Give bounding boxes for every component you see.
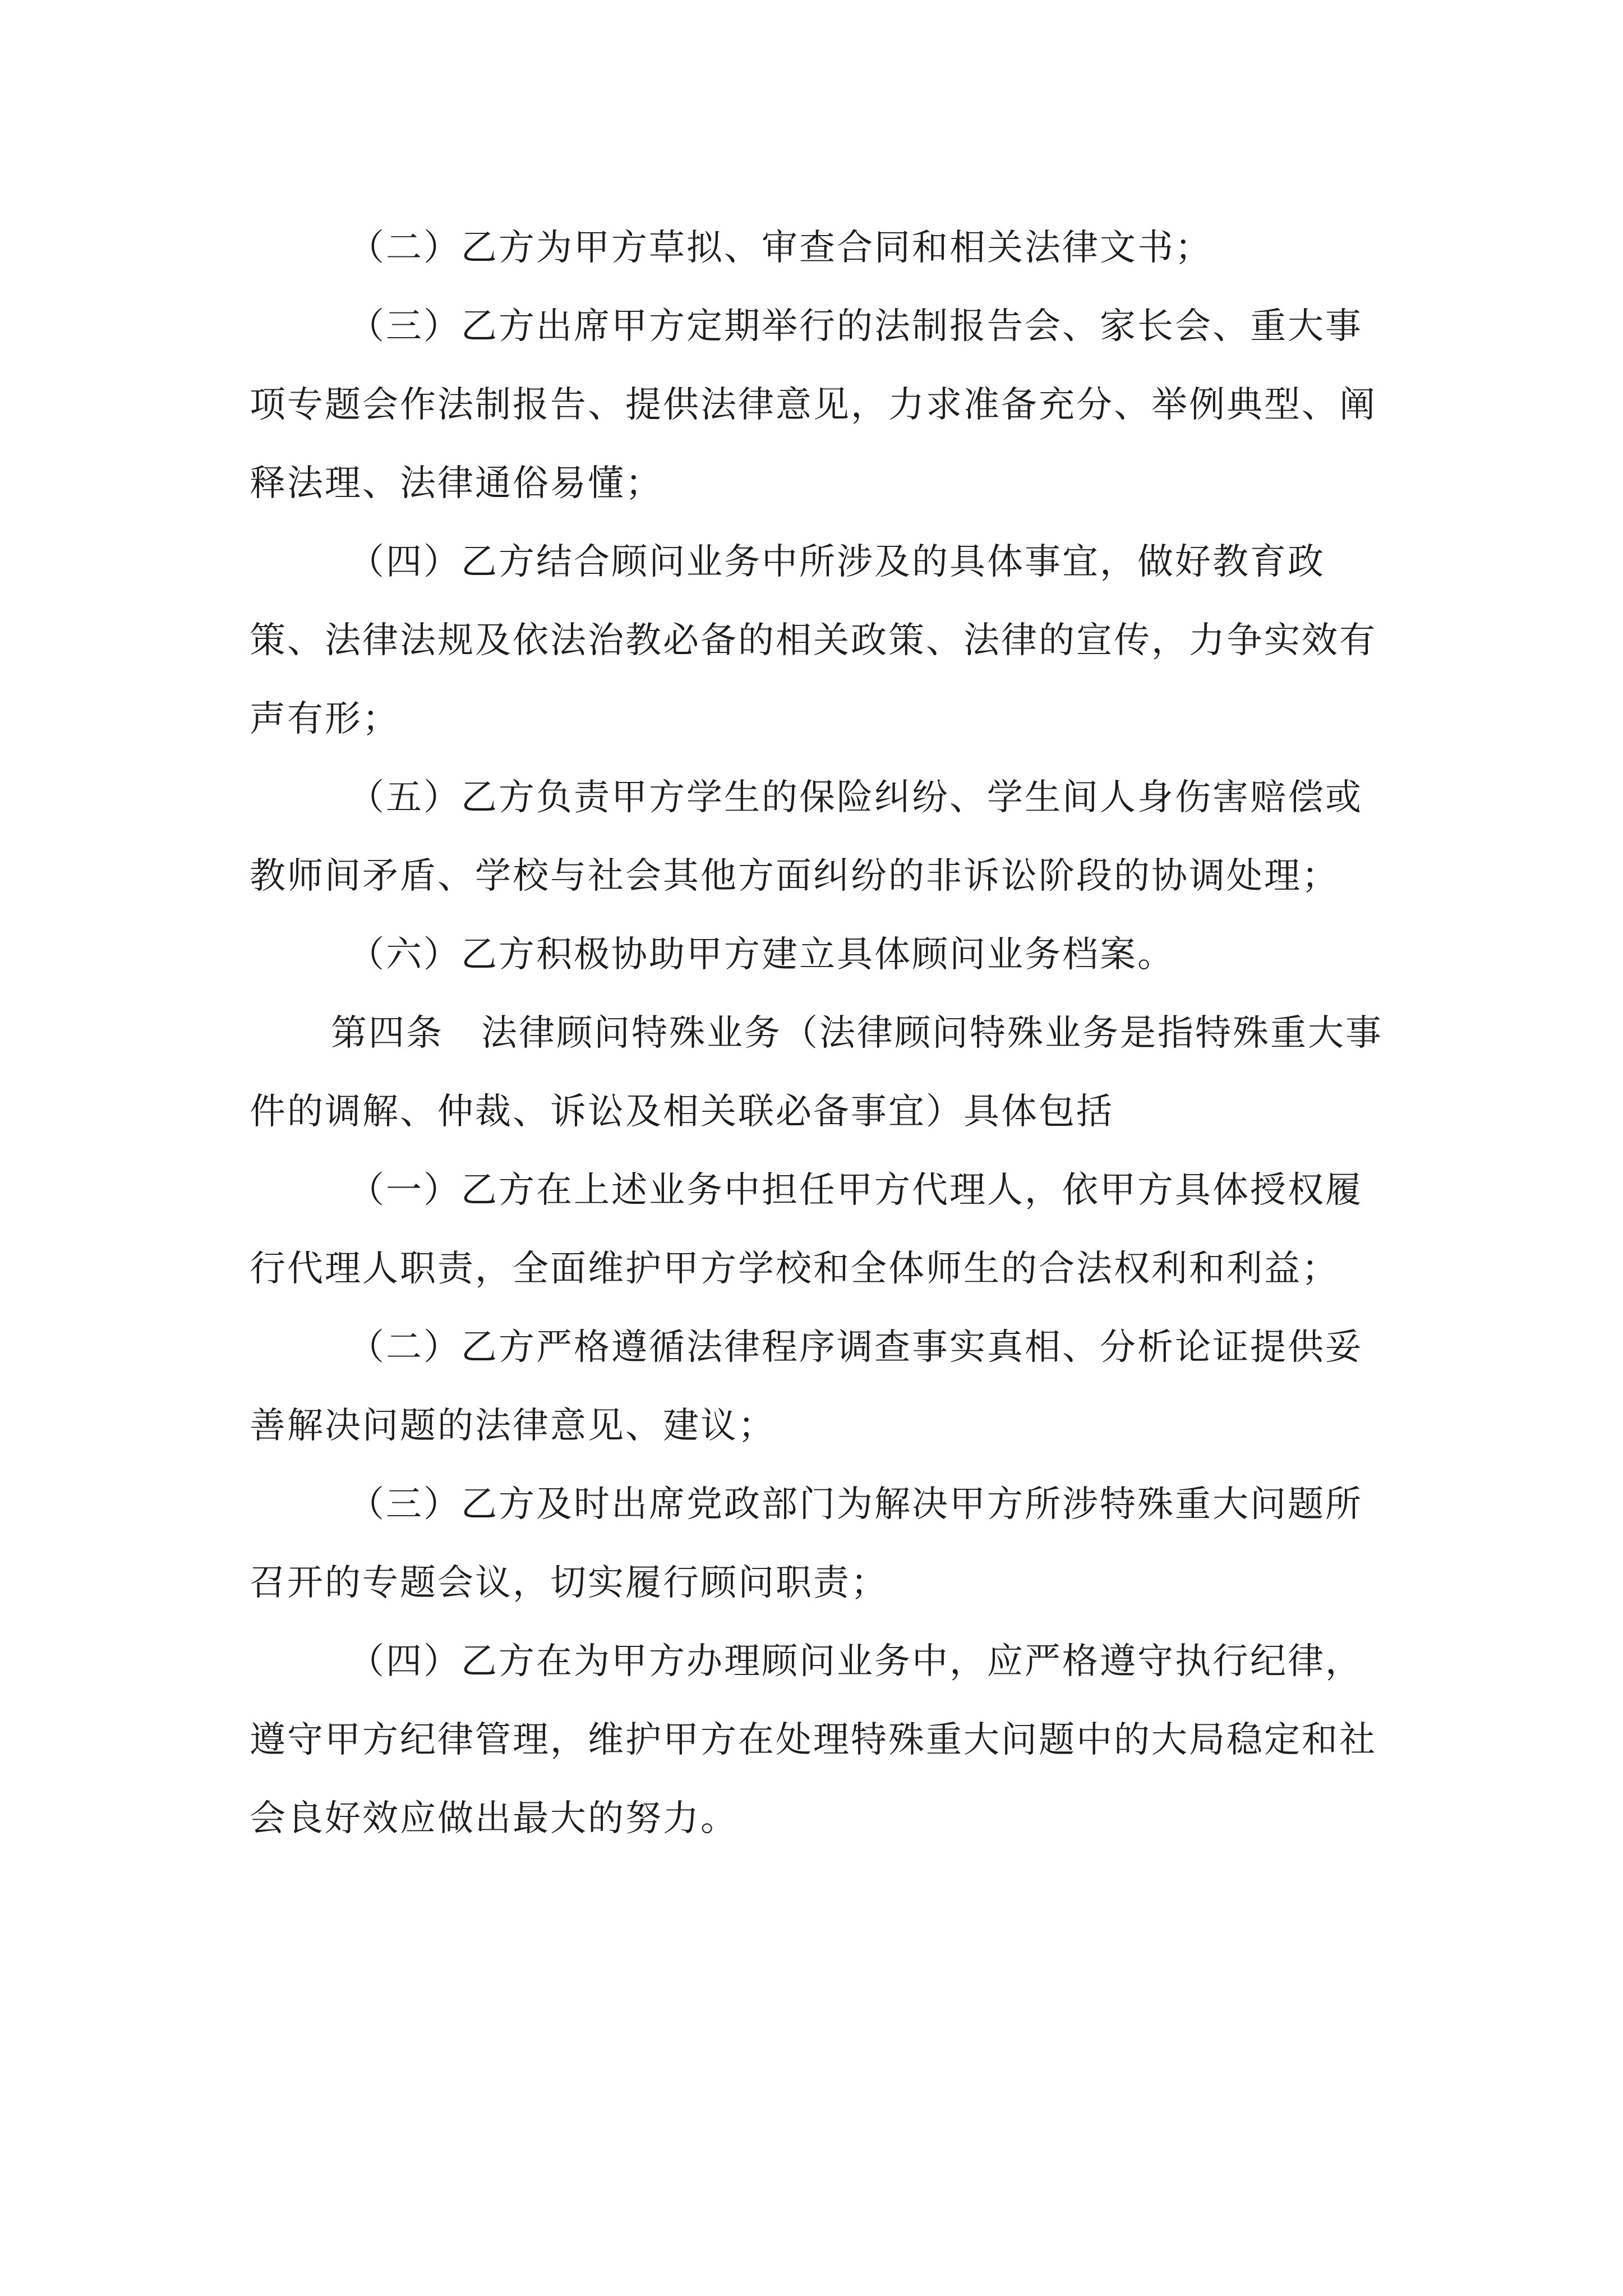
paragraph-item-6: （六）乙方积极协助甲方建立具体顾问业务档案。	[348, 934, 1175, 976]
paragraph-item-4: （四）乙方结合顾问业务中所涉及的具体事宜，做好教育政策、法律法规及依法治教必备的相关政策、法律的宣传，力争实效有声有形；	[250, 541, 1377, 740]
paragraph-item-2: （二）乙方为甲方草拟、审查合同和相关法律文书；	[348, 227, 1212, 269]
article-four-heading: 第四条 法律顾问特殊业务（法律顾问特殊业务是指特殊重大事件的调解、仲裁、诉讼及相关联必备事宜）具体包括	[250, 1013, 1383, 1133]
paragraph-item-3: （三）乙方出席甲方定期举行的法制报告会、家长会、重大事项专题会作法制报告、提供法律意见，力求准备充分、举例典型、阐释法理、法律通俗易懂；	[250, 306, 1377, 504]
special-item-4: （四）乙方在为甲方办理顾问业务中，应严格遵守执行纪律，遵守甲方纪律管理，维护甲方在处理特殊重大问题中的大局稳定和社会良好效应做出最大的努力。	[250, 1641, 1377, 1839]
special-item-1: （一）乙方在上述业务中担任甲方代理人，依甲方具体授权履行代理人职责，全面维护甲方学校和全体师生的合法权利和利益；	[250, 1170, 1363, 1290]
special-item-2: （二）乙方严格遵循法律程序调查事实真相、分析论证提供妥善解决问题的法律意见、建议；	[250, 1327, 1363, 1447]
document-body	[250, 209, 1388, 1858]
paragraph-item-5: （五）乙方负责甲方学生的保险纠纷、学生间人身伤害赔偿或教师间矛盾、学校与社会其他方面纠纷的非诉讼阶段的协调处理；	[250, 777, 1363, 897]
special-item-3: （三）乙方及时出席党政部门为解决甲方所涉特殊重大问题所召开的专题会议，切实履行顾问职责；	[250, 1484, 1363, 1604]
